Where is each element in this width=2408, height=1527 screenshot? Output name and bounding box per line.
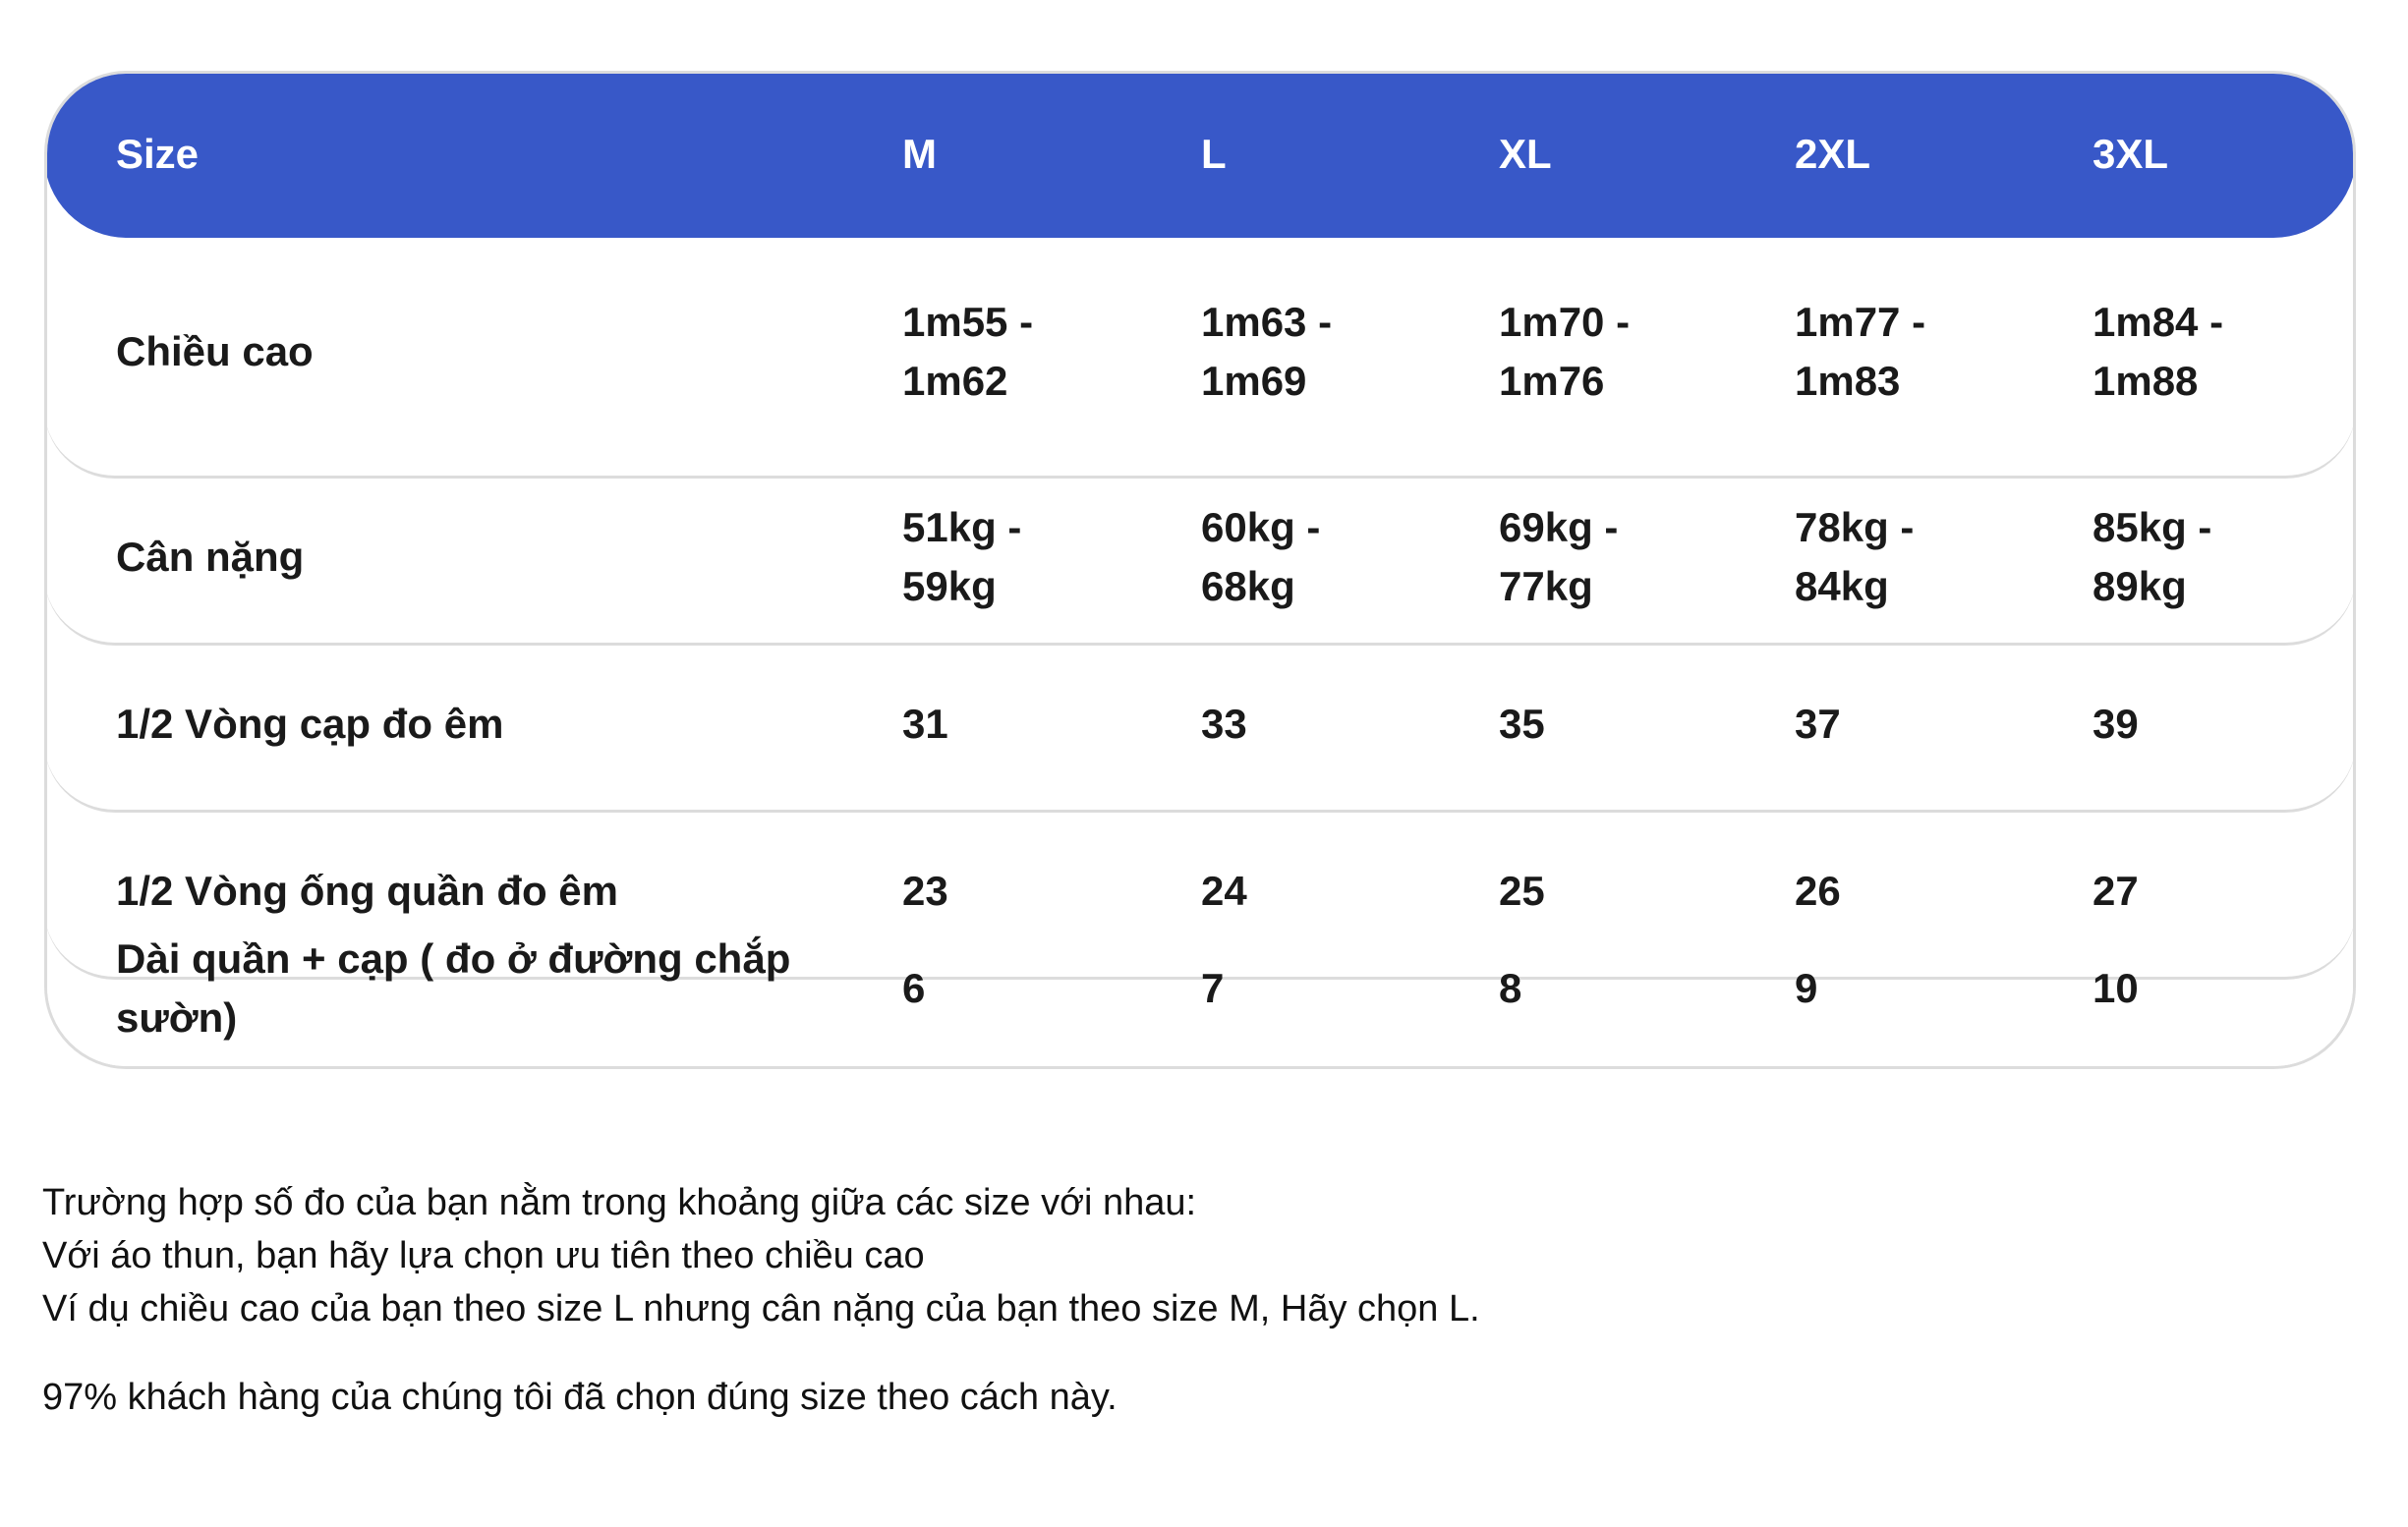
- cell-leg-l: 24: [1201, 868, 1247, 914]
- cell-weight-l: 60kg - 68kg: [1201, 504, 1321, 609]
- cell-leg-3xl: 27: [2093, 868, 2139, 914]
- cell-leg-xl: 25: [1499, 868, 1545, 914]
- cell-height-xl: 1m70 - 1m76: [1499, 299, 1631, 404]
- table-header-row: [44, 71, 2356, 238]
- row-label-leg-opening: 1/2 Vòng ống quần đo êm: [116, 868, 619, 914]
- row-label-length: Dài quần + cạp ( đo ở đường chắp sườn): [116, 935, 791, 1041]
- cell-height-m: 1m55 - 1m62: [902, 299, 1034, 404]
- row-label-weight: Cân nặng: [116, 534, 305, 580]
- header-cell-l: L: [1201, 131, 1227, 177]
- cell-waist-l: 33: [1201, 701, 1247, 747]
- cell-waist-xl: 35: [1499, 701, 1545, 747]
- cell-height-3xl: 1m84 - 1m88: [2093, 299, 2224, 404]
- table-row: [44, 479, 2356, 646]
- cell-weight-m: 51kg - 59kg: [902, 504, 1022, 609]
- cell-waist-m: 31: [902, 701, 948, 747]
- cell-height-l: 1m63 - 1m69: [1201, 299, 1333, 404]
- note-line: Trường hợp số đo của bạn nằm trong khoảng giữa các size với nhau:: [42, 1182, 1197, 1223]
- cell-height-2xl: 1m77 - 1m83: [1795, 299, 1926, 404]
- note-line: Với áo thun, bạn hãy lựa chọn ưu tiên theo chiều cao: [42, 1235, 925, 1276]
- header-cell-2xl: 2XL: [1795, 131, 1871, 177]
- size-table: [44, 71, 2356, 1069]
- row-label-height: Chiều cao: [116, 328, 314, 374]
- cell-waist-2xl: 37: [1795, 701, 1841, 747]
- table-row: [44, 646, 2356, 813]
- note-line: Ví dụ chiều cao của bạn theo size L nhưng cân nặng của bạn theo size M, Hãy chọn L.: [42, 1288, 1480, 1329]
- cell-leg-m: 23: [902, 868, 948, 914]
- note-statistic: 97% khách hàng của chúng tôi đã chọn đúng size theo cách này.: [42, 1377, 1118, 1418]
- cell-length-3xl: 10: [2093, 965, 2139, 1011]
- header-cell-m: M: [902, 131, 937, 177]
- cell-weight-2xl: 78kg - 84kg: [1795, 504, 1915, 609]
- table-row: [44, 935, 2356, 1069]
- header-cell-size: Size: [116, 131, 200, 177]
- cell-weight-3xl: 85kg - 89kg: [2093, 504, 2212, 609]
- header-cell-xl: XL: [1499, 131, 1552, 177]
- row-label-waist: 1/2 Vòng cạp đo êm: [116, 701, 504, 747]
- cell-leg-2xl: 26: [1795, 868, 1841, 914]
- cell-length-xl: 8: [1499, 965, 1522, 1011]
- cell-weight-xl: 69kg - 77kg: [1499, 504, 1619, 609]
- cell-length-m: 6: [902, 965, 926, 1011]
- cell-length-2xl: 9: [1795, 965, 1818, 1011]
- cell-waist-3xl: 39: [2093, 701, 2139, 747]
- size-notes: [42, 1176, 2303, 1424]
- cell-length-l: 7: [1201, 965, 1225, 1011]
- table-row: [44, 238, 2356, 479]
- header-cell-3xl: 3XL: [2093, 131, 2169, 177]
